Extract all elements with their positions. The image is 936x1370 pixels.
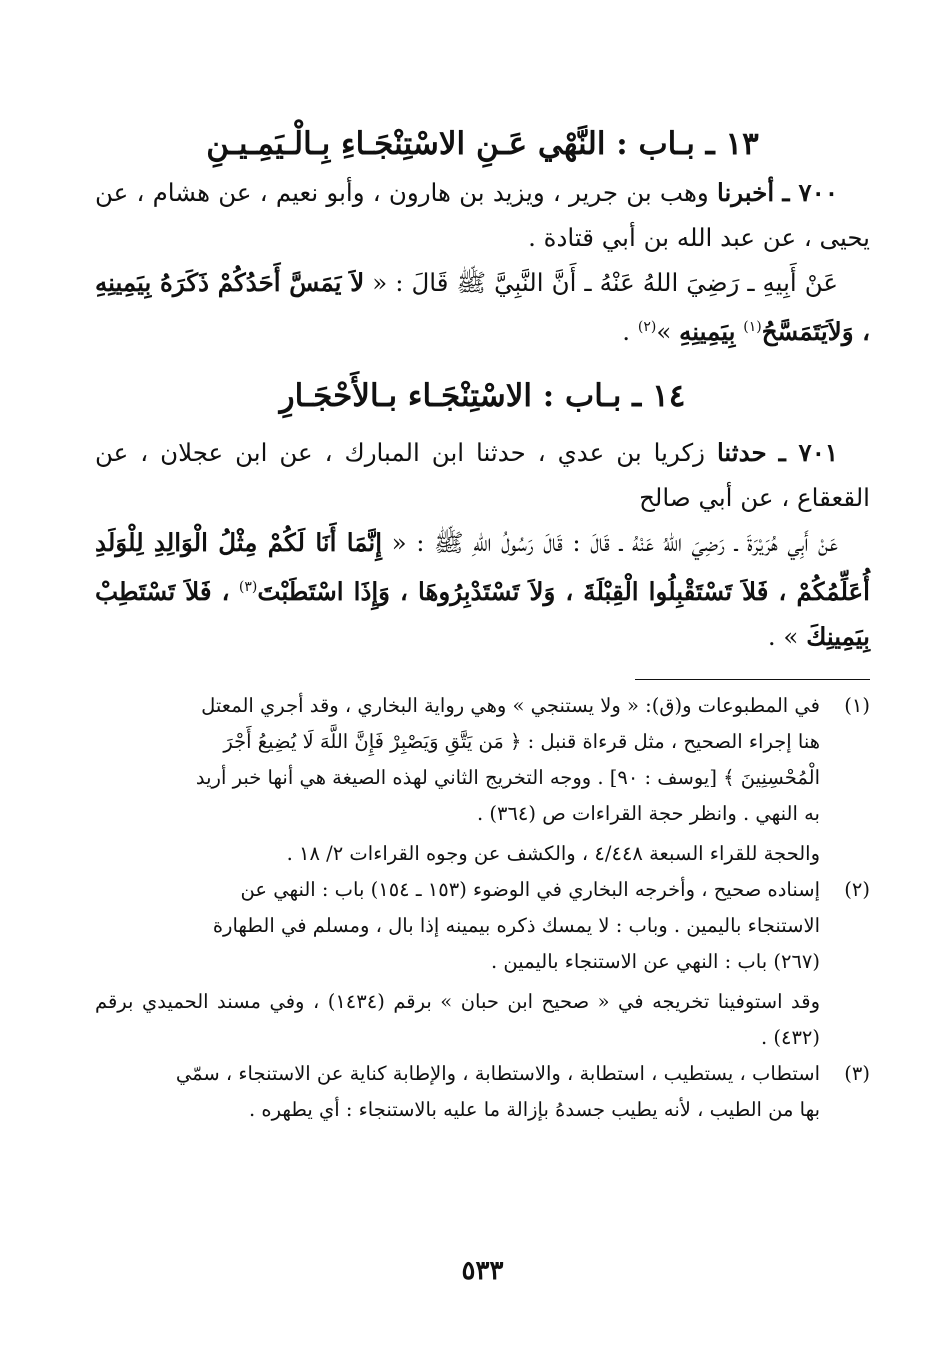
- footnote-line: به النهي . وانظر حجة القراءات ص (٣٦٤) .: [476, 802, 820, 826]
- hadith-701-matn-text-1: إِنَّمَا أَنَا لَكُمْ مِثْلُ الْوَالِدِ لِلْوَلَدِ أُعَلِّمُكُمْ ، فَلاَ تَسْتَقْبِلُوا الْقِبْلَةَ ، وَلاَ تَسْتَدْبِرُوهَا ، وَإِذَا اسْتَطَبْتَ: [95, 528, 870, 607]
- footnote-3: [95, 1056, 870, 1128]
- footnote-body: [95, 1056, 820, 1128]
- hadith-701-matn: [95, 520, 870, 659]
- footnote-extra: والحجة للقراء السبعة ٤/٤٤٨ ، والكشف عن وجوه القراءات ٢/ ١٨ .: [286, 842, 820, 866]
- footnote-line: إسناده صحيح ، وأخرجه البخاري في الوضوء (١٥٣ ـ ١٥٤) باب : النهي عن: [240, 878, 820, 902]
- footnote-number: (٢): [844, 878, 870, 902]
- hadith-700-matn-text-2: بِيَمِينِهِ: [679, 317, 736, 347]
- footnote-1: [95, 688, 870, 872]
- footnote-extra: وقد استوفينا تخريجه في « صحيح ابن حبان » برقم (١٤٣٤) ، وفي مسند الحميدي برقم (٤٣٢) .: [95, 990, 820, 1050]
- footnote-line: هنا إجراء الصحيح ، مثل قرءاة قنبل : ﴿ مَن يَتَّقِ وَيَصْبِرْ فَإِنَّ اللَّهَ لَا يُضِيعُ أَجْرَ: [223, 730, 820, 754]
- hadith-700-lead-word: أخبرنا: [716, 178, 775, 207]
- footnote-line: في المطبوعات و(ق): « ولا يستنجي » وهي رواية البخاري ، وقد أجري المعتل: [201, 694, 820, 718]
- footnote-body: [95, 688, 820, 872]
- page-number: ٥٣٣: [461, 1256, 504, 1286]
- footnote-line: استطاب ، يستطيب ، استطابة ، والاستطابة ، والإطابة كناية عن الاستنجاء ، سمّي: [175, 1062, 820, 1086]
- hadith-700-isnad: [95, 170, 870, 260]
- hadith-700-matn-text-1: لاَ يَمَسَّ أَحَدُكُمْ ذَكَرَهُ بِيَمِينِهِ ، وَلاَيَتَمَسَّحُ: [95, 268, 870, 347]
- footnote-ref-1: (١): [743, 319, 762, 335]
- footnote-line: (٢٦٧) باب : النهي عن الاستنجاء باليمين .: [490, 950, 820, 974]
- chapter-14-title: ١٤ ـ بـاب : الاسْتِنْجَـاء بـالأَحْجَـارِ: [279, 378, 686, 415]
- hadith-701-matn-text-2: ، فَلاَ تَسْتَطِبْ بِيَمِينِكَ: [95, 577, 870, 652]
- hadith-700-quote-close: »: [656, 317, 672, 347]
- footnotes: [95, 688, 870, 1128]
- footnote-body: [95, 872, 820, 1056]
- footnote-number: (١): [844, 694, 870, 718]
- hadith-700-matn: [95, 260, 870, 354]
- hadith-700-end: .: [622, 317, 631, 347]
- hadith-701-lead-word: حدثنا: [716, 438, 767, 468]
- footnote-line: الاستنجاء باليمين . وباب : لا يمسك ذكره بيمينه إذا بال ، ومسلم في الطهارة: [212, 914, 820, 938]
- hadith-700-number: ٧٠٠ ـ: [782, 178, 838, 207]
- footnote-2: [95, 872, 870, 1056]
- chapter-13-title: ١٣ ـ بـاب : النَّهْي عَـنِ الاسْتِنْجَـاءِ بِـالْـيَمِـيـنِ: [206, 126, 759, 162]
- footnote-line: بها من الطيب ، لأنه يطيب جسدهُ بإزالة ما عليه بالاستنجاء : أي يطهره .: [248, 1098, 820, 1122]
- footnote-number: (٣): [844, 1062, 870, 1086]
- hadith-701-isnad: [95, 430, 870, 520]
- hadith-701-number: ٧٠١ ـ: [778, 438, 839, 468]
- footnote-ref-3: (٣): [238, 579, 258, 596]
- footnote-separator: [635, 679, 870, 680]
- hadith-701-quote-close: » .: [767, 622, 799, 652]
- hadith-700-isnad-text: وهب بن جرير ، ويزيد بن هارون ، وأبو نعيم ، عن هشام ، عن يحيى ، عن عبد الله بن أبي قتادة .: [95, 178, 870, 252]
- hadith-701-matn-intro: عَنْ أَبِي هُرَيْرَةَ ـ رَضِيَ اللهُ عَنْهُ ـ قَالَ : قَالَ رَسُولُ اللهِ ﷺ : «: [391, 528, 838, 558]
- footnote-line: الْمُحْسِنِينَ ﴾ [يوسف : ٩٠] . ووجه التخريج الثاني لهذه الصيغة هي أنها خبر أريد: [195, 766, 820, 790]
- hadith-701-isnad-text: زكريا بن عدي ، حدثنا ابن المبارك ، عن ابن عجلان ، عن القعقاع ، عن أبي صالح: [95, 438, 870, 513]
- footnote-ref-2: (٢): [637, 319, 657, 335]
- book-page: [95, 118, 870, 1358]
- hadith-700-matn-intro: عَنْ أَبِيهِ ـ رَضِيَ اللهُ عَنْهُ ـ أَنَّ النَّبِيَّ ﷺ قَالَ : «: [372, 268, 838, 297]
